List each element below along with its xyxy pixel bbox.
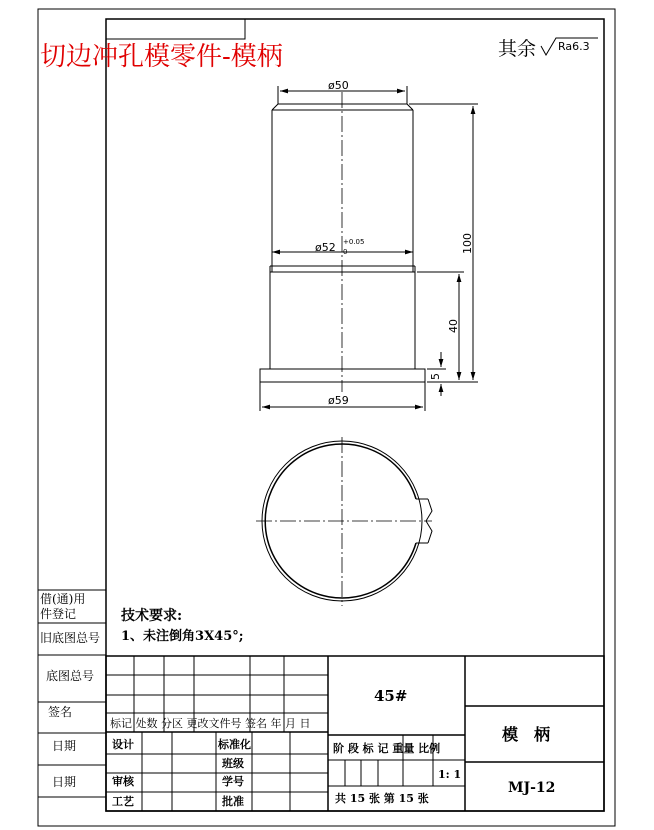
tech-req-item-1: 1、未注倒角3X45°; [121, 629, 244, 644]
dim-mid-tol-upper: +0.05 [343, 238, 365, 246]
dim-flange-thickness-text: 5 [429, 373, 442, 380]
sheets: 共 15 张 第 15 张 [335, 792, 429, 805]
stamp-old-drawing: 旧底图总号 [40, 631, 101, 645]
stamp-signature: 签名 [48, 705, 73, 719]
roughness-value: Ra6.3 [558, 40, 590, 53]
inner-frame [106, 19, 604, 811]
dim-lower-length-text: 40 [447, 319, 460, 333]
tech-requirements [120, 607, 244, 644]
stamp-date-1: 日期 [52, 739, 77, 753]
label-check: 审核 [112, 775, 134, 788]
dim-mid-diameter-text: ø52 [315, 241, 336, 254]
scale: 1: 1 [438, 768, 462, 781]
drawing-number: MJ-12 [508, 780, 556, 796]
part-top-view [256, 437, 432, 606]
part-name: 模 柄 [502, 725, 551, 744]
dim-mid-diameter [272, 238, 413, 256]
label-process: 工艺 [112, 795, 134, 808]
top-left-box [106, 19, 245, 39]
tech-req-heading: 技术要求: [121, 608, 183, 624]
dim-total-length-text: 100 [461, 233, 474, 254]
label-student-no: 学号 [222, 775, 244, 788]
outer-border [38, 9, 615, 826]
drawing-title: 切边冲孔模零件-模柄 [40, 42, 283, 72]
stamp-base-drawing: 底图总号 [46, 669, 95, 683]
surface-finish [498, 38, 598, 60]
dim-top-diameter [278, 79, 407, 104]
dim-top-diameter-text: ø50 [328, 79, 349, 92]
dim-flange-diameter [260, 382, 425, 411]
label-approve: 批准 [222, 795, 244, 808]
stamp-date-2: 日期 [52, 775, 77, 789]
stamp-borrowed: 借(通)用 [40, 592, 86, 606]
side-stamp-column [38, 590, 106, 797]
dim-flange-thickness [427, 352, 446, 396]
dim-mid-tol-lower: 0 [343, 248, 348, 256]
label-design: 设计 [112, 738, 134, 751]
label-standardize: 标准化 [218, 738, 251, 751]
rev-headers: 标记 处数 分区 更改文件号 签名 年 月 日 [110, 717, 311, 730]
dim-total-length [409, 104, 478, 382]
stage-headers: 阶 段 标 记 重量 比例 [333, 742, 441, 755]
title-block [106, 656, 604, 811]
label-class: 班级 [222, 757, 244, 770]
surface-finish-prefix: 其余 [498, 38, 537, 60]
dim-flange-diameter-text: ø59 [328, 394, 349, 407]
stamp-register: 件登记 [40, 607, 77, 621]
material: 45# [374, 687, 408, 705]
